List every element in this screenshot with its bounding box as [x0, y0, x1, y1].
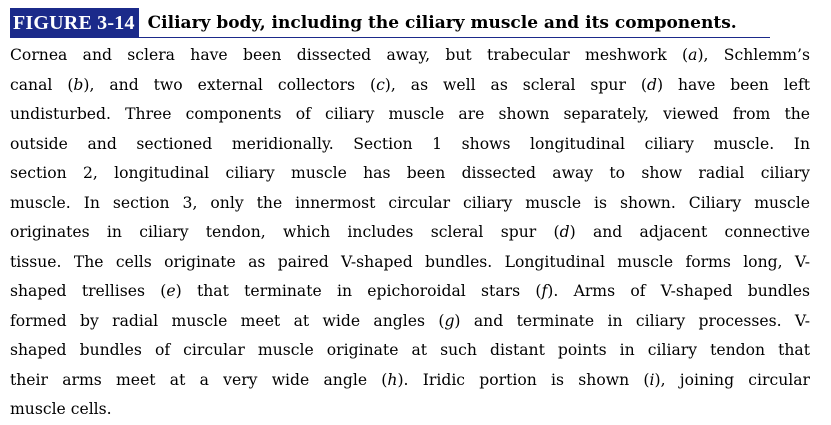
caption-line: shaped trellises (e) that terminate in epichoroidal stars (f). Arms of V-shaped bundles — [10, 282, 811, 300]
caption-line: canal (b), and two external collectors (c), as well as scleral spur (d) have been left — [10, 75, 810, 94]
caption-line: shaped bundles of circular muscle originate at such distant points in ciliary tendon that — [10, 341, 810, 359]
caption-line: muscle. In section 3, only the innermost circular ciliary muscle is shown. Ciliary muscle — [10, 193, 810, 212]
caption-line: outside and sectioned meridionally. Section 1 shows longitudinal ciliary muscle. In — [10, 134, 810, 153]
caption-line: originates in ciliary tendon, which includes scleral spur (d) and adjacent connective — [10, 223, 810, 241]
caption-line: tissue. The cells originate as paired V-shaped bundles. Longitudinal muscle forms long, V- — [10, 252, 810, 271]
caption-line: their arms meet at a very wide angle (h). Iridic portion is shown (i), joining circular — [10, 370, 810, 389]
caption-body — [10, 41, 810, 425]
figure-title: Ciliary body, including the ciliary muscle and its components. — [147, 12, 737, 33]
figure-header — [10, 8, 770, 38]
caption-line: muscle cells. — [10, 400, 112, 418]
caption-line: formed by radial muscle meet at wide angles (g) and terminate in ciliary processes. V- — [10, 311, 810, 330]
caption-line: undisturbed. Three components of ciliary muscle are shown separately, viewed from the — [10, 105, 810, 123]
figure-caption — [10, 8, 810, 425]
caption-line: section 2, longitudinal ciliary muscle has been dissected away to show radial ciliary — [10, 164, 810, 182]
caption-line: Cornea and sclera have been dissected away, but trabecular meshwork (a), Schlemm’s — [10, 46, 810, 64]
figure-label: FIGURE 3-14 — [10, 8, 139, 38]
